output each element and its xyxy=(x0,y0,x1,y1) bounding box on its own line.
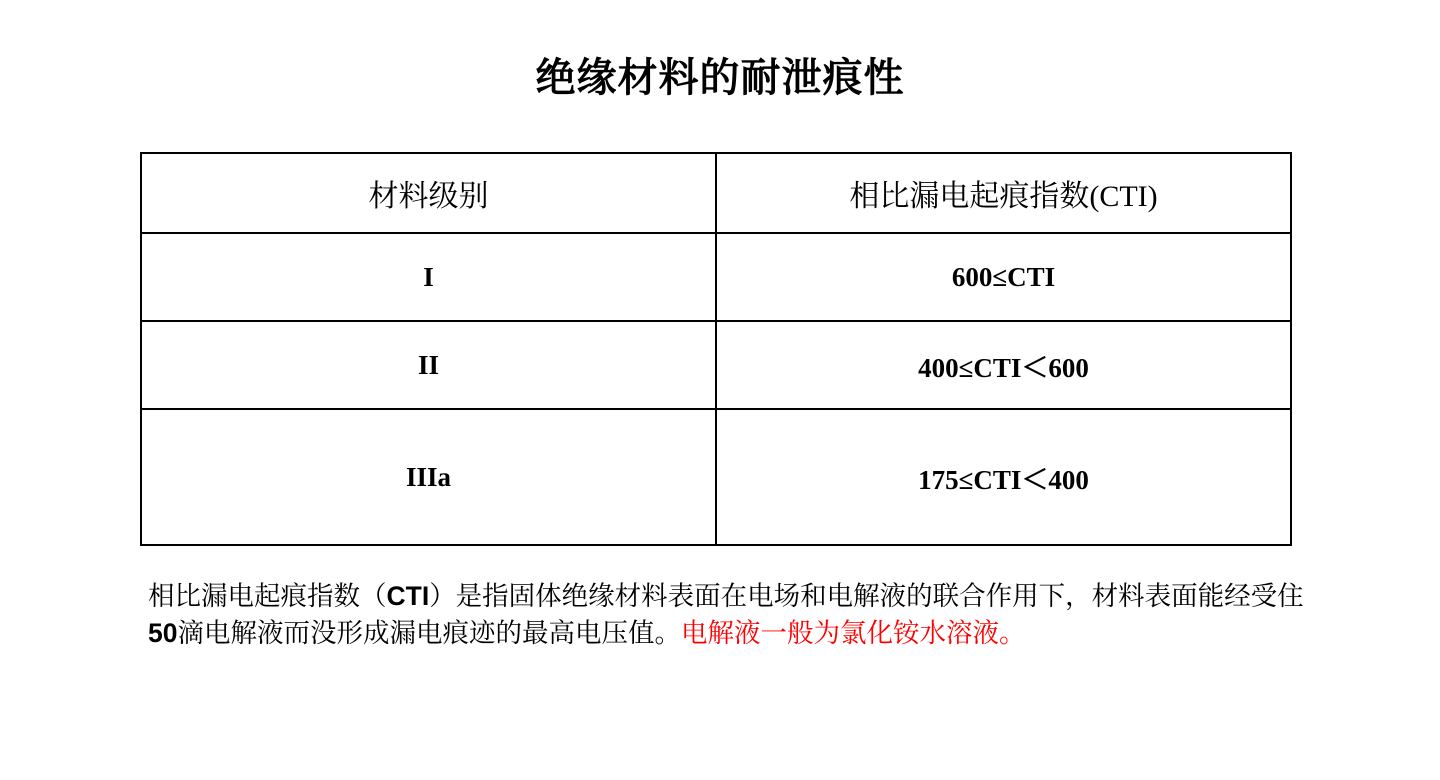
table-header-material-grade: 材料级别 xyxy=(141,153,716,233)
table-cell-grade: II xyxy=(141,321,716,409)
note-text-part2: ）是指固体绝缘材料表面在电场和电解液的联合作用下，材料表面能经受住 xyxy=(429,581,1304,611)
page-title: 绝缘材料的耐泄痕性 xyxy=(535,55,905,100)
note-highlight-text: 电解液一般为氯化铵水溶液。 xyxy=(680,617,1026,648)
table-row xyxy=(141,233,1291,321)
explanatory-note xyxy=(148,578,1328,651)
table-cell-grade: IIIa xyxy=(141,409,716,545)
note-term-cti: CTI xyxy=(386,581,430,611)
table-header-cti: 相比漏电起痕指数(CTI) xyxy=(716,153,1291,233)
table-header-row xyxy=(141,153,1291,233)
cti-table xyxy=(140,152,1292,546)
table-cell-cti: 175≤CTI＜400 xyxy=(716,409,1291,545)
note-value-drops: 50 xyxy=(148,617,178,648)
table-cell-cti: 400≤CTI＜600 xyxy=(716,321,1291,409)
table-cell-grade: I xyxy=(141,233,716,321)
table-row xyxy=(141,409,1291,545)
note-text-part3: 滴电解液而没形成漏电痕迹的最高电压值。 xyxy=(177,617,681,648)
note-text-part1: 相比漏电起痕指数（ xyxy=(148,581,387,611)
table-row xyxy=(141,321,1291,409)
cti-table-container xyxy=(140,152,1292,546)
table-cell-cti: 600≤CTI xyxy=(716,233,1291,321)
